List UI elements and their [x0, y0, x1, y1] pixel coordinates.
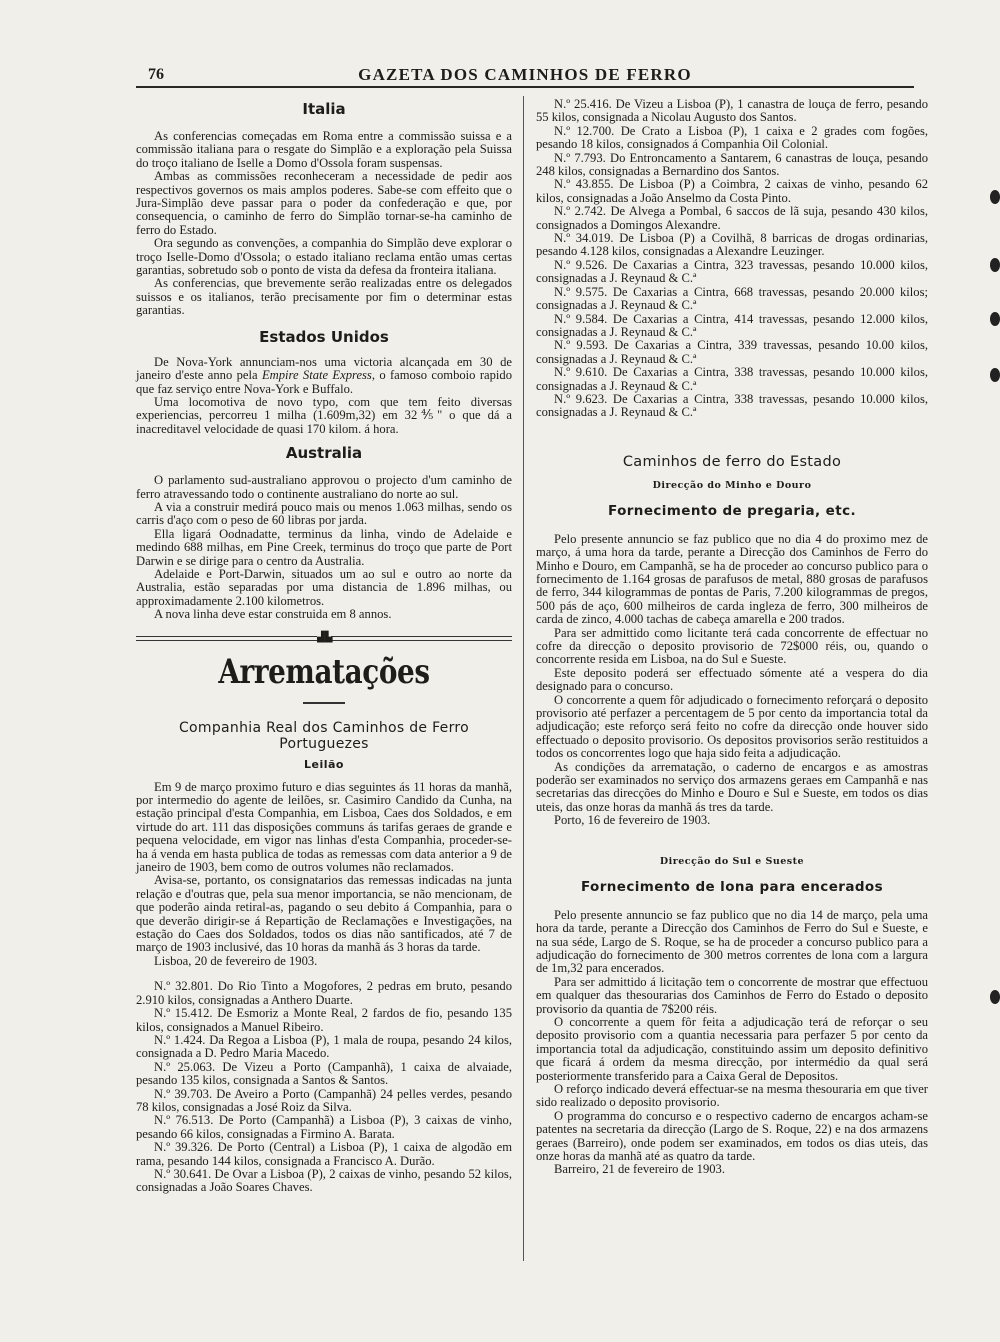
list-item: N.º 76.513. De Porto (Campanhã) a Lisboa (P), 3 caixas de vinho, pesando 66 kilos, consignadas a Firmino A. Barata.	[136, 1113, 512, 1141]
paragraph: De Nova-York annunciam-nos uma victoria alcançada em 30 de janeiro d'este anno pela Empire State Express, o famoso comboio rapido que faz serviço entre Nova-York e Buffalo.	[136, 354, 512, 396]
fornecimento-pregaria-heading: Fornecimento de pregaria, etc.	[608, 502, 856, 519]
paragraph: Pelo presente annuncio se faz publico que no dia 14 de março, pela uma hora da tarde, perante a Direcção dos Caminhos de Ferro do Sul e Sueste, e na sua séde, Largo de S. Roque, se ha de proceder a concurso publico para a adjudicação do fornecimento de 300 metros correntes de lona com a largura de 1m,32 para encerados.	[536, 907, 928, 976]
binding-hole	[990, 312, 1000, 326]
page-number: 76	[148, 66, 164, 83]
locomotive-icon: ▟▙	[317, 631, 333, 643]
list-item: N.º 39.326. De Porto (Central) a Lisboa (P), 1 caixa de algodão em rama, pesando 144 kilos, consignada a Francisco A. Durão.	[136, 1140, 512, 1168]
paragraph: Avisa-se, portanto, os consignatarios das remessas indicadas na junta relação e d'outras que, pela sua menor importancia, se não mencionam, de que poderão ainda retiral-as, pagando o seu debito á Companhia, para o que deverão dirigir-se á Repartição de Reclamações e Investigações, na estação do Caes dos Soldados, todos os dias não santificados, até 7 de março de 1903 inclusivé, das 10 horas da manhã ás 3 horas da tarde.	[136, 873, 512, 955]
binding-hole	[990, 258, 1000, 272]
list-item: N.º 9.610. De Caxarias a Cintra, 338 travessas, pesando 10.000 kilos, consignadas a J. Reynaud & C.ª	[536, 365, 928, 393]
paragraph: Pelo presente annuncio se faz publico que no dia 4 do proximo mez de março, á uma hora da tarde, perante a Direcção dos Caminhos de Ferro do Minho e Douro, em Campanhã, se ha de proceder ao concurso publico para o fornecimento de 1.164 grosas de parafusos de metal, 880 grosas de parafusos de ferro, 344 kilogrammas de pontas de Paris, 7.200 kilogrammas de pregos, 500 pás de aço, 600 milheiros de carda ingleza de ferro, 300 milheiros de carda de zinco, 4.000 tachas de cabeça amarella e 200 trados.	[536, 531, 928, 627]
page-header	[136, 62, 914, 88]
paragraph: O programma do concurso e o respectivo caderno de encargos acham-se patentes na secretaria da direcção (Largo de S. Roque, 22) e na dos armazens geraes (Barreiro), onde podem ser examinados, em todos os dias uteis, das onze horas da manhã até as quatro da tarde.	[536, 1108, 928, 1163]
paragraph: Para ser admittido como licitante terá cada concorrente de effectuar no cofre da direcção o deposito provisorio de 72$000 réis, ou, quando o concorrente resida em Lisboa, na do Sul e Sueste.	[536, 625, 928, 667]
section-heading-estados-unidos: Estados Unidos	[259, 327, 389, 346]
paragraph: Ella ligará Oodnadatte, terminus da linha, vindo de Adelaide e medindo 688 milhas, em Pine Creek, terminus do troço que parte de Port Darwin e se dirige para o centro da Australia.	[136, 526, 512, 568]
minho-text	[536, 533, 928, 828]
paragraph: O parlamento sud-australiano approvou o projecto d'um caminho de ferro atravessando todo o continente australiano do norte ao sul.	[136, 473, 512, 501]
list-item: N.º 43.855. De Lisboa (P) a Coimbra, 2 caixas de vinho, pesando 62 kilos, consignadas a João Anselmo da Costa Pinto.	[536, 177, 928, 205]
list-item: N.º 39.703. De Aveiro a Porto (Campanhã) 24 pelles verdes, pesando 78 kilos, consignadas a José Roiz da Silva.	[136, 1086, 512, 1114]
list-item: N.º 9.584. De Caxarias a Cintra, 414 travessas, pesando 12.000 kilos, consignadas a J. Reynaud & C.ª	[536, 311, 928, 339]
fornecimento-lona-heading: Fornecimento de lona para encerados	[580, 878, 883, 895]
direccao-minho-heading: Direcção do Minho e Douro	[652, 479, 812, 491]
paragraph: Uma locomotiva de novo typo, com que tem feito diversas experiencias, percorreu 1 milha (1.609m,32) em 32⅘" o que dá a inacreditavel velocidade de quasi 170 kilom. á hora.	[136, 394, 512, 436]
list-item: N.º 9.593. De Caxarias a Cintra, 339 travessas, pesando 10.00 kilos, consignadas a J. Reynaud & C.ª	[536, 338, 928, 366]
list-item: N.º 34.019. De Lisboa (P) a Covilhã, 8 barricas de drogas ordinarias, pesando 4.128 kilos, consignadas a Alexandre Leuzinger.	[536, 231, 928, 259]
journal-title: GAZETA DOS CAMINHOS DE FERRO	[358, 65, 692, 84]
ornamental-separator	[136, 632, 512, 646]
paragraph: Para ser admittido á licitação tem o concorrente de mostrar que effectuou em qualquer das thesourarias dos Caminhos de Ferro do Estado o deposito provisorio da quantia de 7$200 réis.	[536, 974, 928, 1016]
italia-text	[136, 130, 512, 318]
australia-text	[136, 474, 512, 621]
dateline: Porto, 16 de fevereiro de 1903.	[554, 813, 711, 828]
list-item: N.º 15.412. De Esmoriz a Monte Real, 2 fardos de fio, pesando 135 kilos, consignados a Manuel Ribeiro.	[136, 1006, 512, 1034]
arrematacoes-title: Arrematações	[218, 651, 430, 692]
paragraph: Ambas as commissões reconheceram a necessidade de pedir aos respectivos governos os mais amplos poderes. Sabe-se com effeito que o Jura-Simplão deve passar para o poder da confederação e que, por consequencia, o caminho de ferro do Simplão tornar-se-ha caminho de ferro do Estado.	[136, 169, 512, 237]
list-item: N.º 9.575. De Caxarias a Cintra, 668 travessas, pesando 20.000 kilos; consignadas a J. Reynaud & C.ª	[536, 284, 928, 313]
paragraph: Ora segundo as convenções, a companhia do Simplão deve explorar o troço Iselle-Domo d'Ossola; o estado italiano reclama então umas certas garantias, sobretudo sob o ponto de vista da defesa da fronteira italiana.	[136, 236, 512, 278]
list-item: N.º 9.526. De Caxarias a Cintra, 323 travessas, pesando 10.000 kilos, consignadas a J. Reynaud & C.ª	[536, 257, 928, 286]
section-heading-italia: Italia	[302, 100, 346, 118]
company-heading-line2: Portuguezes	[279, 735, 369, 752]
paragraph: O concorrente a quem fôr feita a adjudicação terá de reforçar o seu deposito provisorio com a quantia necessaria para perfazer 5 por cento da importancia total da adjudicação, constituindo assim um deposito definitivo que ficará á ordem da mesma direcção, por intermédio da qual será posteriormente transferido para a Caixa Geral de Depositos.	[536, 1014, 928, 1083]
binding-hole	[990, 990, 1000, 1004]
right-column	[536, 98, 928, 1177]
list-item: N.º 7.793. Do Entroncamento a Santarem, 6 canastras de louça, pesando 248 kilos, consignadas a Bernardino dos Santos.	[536, 150, 928, 179]
estado-heading: Caminhos de ferro do Estado	[622, 453, 842, 470]
item-list-right	[536, 98, 928, 420]
company-heading-line1: Companhia Real dos Caminhos de Ferro	[178, 719, 470, 736]
list-item: N.º 12.700. De Crato a Lisboa (P), 1 caixa e 2 grades com fogões, pesando 18 kilos, consignados á Companhia Oil Colonial.	[536, 123, 928, 152]
column-divider	[523, 96, 524, 1261]
paragraph: As conferencias começadas em Roma entre a commissão suissa e a commissão italiana para o resgate do Simplão e a exploração pela Suissa do troço italiano de Iselle a Domo d'Ossola foram suspensas.	[136, 129, 512, 170]
list-item: N.º 25.063. De Vizeu a Porto (Campanhã), 1 caixa de alvaiade, pesando 135 kilos, consignada a Santos & Santos.	[136, 1059, 512, 1088]
dateline: Lisboa, 20 de fevereiro de 1903.	[154, 953, 318, 968]
paragraph: O concorrente a quem fôr adjudicado o fornecimento reforçará o deposito provisorio até perfazer a percentagem de 5 por cento da importancia total da adjudicação; este reforço será feito no cofre da direcção onde houver sido effectuado o deposito provisorio. Os depositos provisorios serão restituidos a todos os concorrentes logo que haja sido feita a adjudicação.	[536, 692, 928, 761]
paragraph: As conferencias, que brevemente serão realizadas entre os delegados suissos e os italianos, terão precisamente por fim o determinar estas garantias.	[136, 276, 512, 318]
binding-hole	[990, 190, 1000, 204]
list-item: N.º 32.801. Do Rio Tinto a Mogofores, 2 pedras em bruto, pesando 2.910 kilos, consignadas a Anthero Duarte.	[136, 979, 512, 1007]
list-item: N.º 9.623. De Caxarias a Cintra, 338 travessas, pesando 10.000 kilos, consignadas a J. Reynaud & C.ª	[536, 391, 928, 420]
list-item: N.º 1.424. Da Regoa a Lisboa (P), 1 mala de roupa, pesando 24 kilos, consignada a D. Pedro Maria Macedo.	[136, 1032, 512, 1061]
section-heading-australia: Australia	[285, 444, 363, 463]
paragraph: As condições da arrematação, o caderno de encargos e as amostras poderão ser examinados no serviço dos armazens geraes em Campanhã e nas secretarias das direcções do Minho e Douro e Sul e Sueste, em todos os dias uteis, das onze horas da manhã ás tres da tarde.	[536, 759, 928, 814]
leilao-text	[136, 781, 512, 969]
paragraph: O reforço indicado deverá effectuar-se na mesma thesouraria em que tiver sido realizado o deposito provisorio.	[536, 1081, 928, 1110]
list-item: N.º 25.416. De Vizeu a Lisboa (P), 1 canastra de louça de ferro, pesando 55 kilos, consignada a Nicolau Augusto dos Santos.	[536, 97, 928, 125]
list-item: N.º 2.742. De Alvega a Pombal, 6 saccos de lã suja, pesando 430 kilos, consignados a Domingos Alexandre.	[536, 204, 928, 232]
paragraph: Este deposito poderá ser effectuado sómente até a vespera do dia designado para o concurso.	[536, 665, 928, 694]
paragraph: A via a construir medirá pouco mais ou menos 1.063 milhas, sendo os carris d'aço com o peso de 60 libras por jarda.	[136, 499, 512, 528]
paragraph: A nova linha deve estar construida em 8 annos.	[154, 607, 392, 622]
list-item: N.º 30.641. De Ovar a Lisboa (P), 2 caixas de vinho, pesando 52 kilos, consignadas a João Soares Chaves.	[136, 1166, 512, 1195]
dateline: Barreiro, 21 de fevereiro de 1903.	[554, 1162, 725, 1177]
direccao-sul-heading: Direcção do Sul e Sueste	[659, 855, 805, 867]
binding-hole	[990, 368, 1000, 382]
item-list-left	[136, 980, 512, 1195]
sul-text	[536, 909, 928, 1177]
leilao-heading: Leilão	[304, 757, 344, 771]
short-rule	[303, 702, 345, 704]
paragraph: Em 9 de março proximo futuro e dias seguintes ás 11 horas da manhã, por intermedio do agente de leilões, sr. Casimiro Candido da Cunha, na estação principal d'esta Companhia, em Lisboa, Caes dos Soldados, e em virtude do art. 111 das disposições communs ás tarifas geraes de grande e pequena velocidade, em vigor nas linhas d'esta Companhia, proceder-se-ha á venda em hasta publica de todas as remessas com data anterior a 9 de janeiro de 1903, bem como de outros volumes não reclamados.	[136, 779, 512, 875]
left-column	[136, 98, 512, 1195]
paragraph: Adelaide e Port-Darwin, situados um ao sul e outro ao norte da Australia, estão separadas por uma distancia de 1.896 milhas, ou approximadamente 2.100 kilometros.	[136, 566, 512, 608]
